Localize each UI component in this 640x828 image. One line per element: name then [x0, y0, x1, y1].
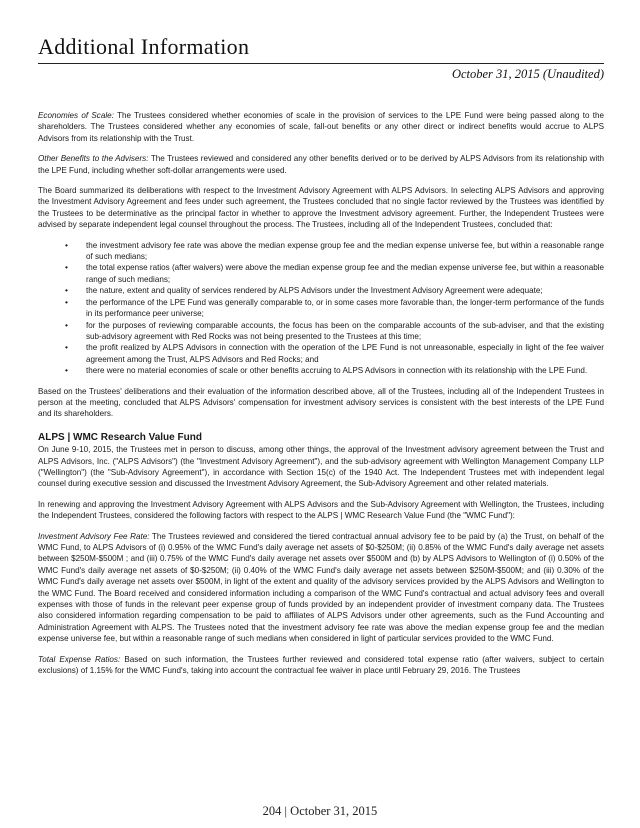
list-item: • the nature, extent and quality of services rendered by ALPS Advisors under the Investment Advisory Agreement were adequate; — [86, 285, 604, 296]
paragraph-lead: Other Benefits to the Advisers: — [38, 154, 149, 164]
paragraph-text: The Trustees considered whether economies of scale in the provision of services to the LPE Fund were being passed along to the shareholders. The Trustees considered whether any economies of scale, fall-out benefits or any other direct or indirect benefits would accrue to ALPS Advisors from its relationship with the Trust. — [38, 111, 605, 143]
paragraph-fee-rate — [38, 531, 604, 645]
page-title: Additional Information — [38, 34, 250, 59]
document-body — [38, 110, 604, 685]
paragraph-lead: Economies of Scale: — [38, 111, 114, 120]
paragraph-lead: Total Expense Ratios: — [38, 654, 121, 664]
section-heading: ALPS | WMC Research Value Fund — [38, 431, 202, 443]
list-item: • there were no material economies of scale or other benefits accruing to ALPS Advisors in connection with its relationship with the LPE Fund. — [86, 365, 604, 376]
conclusions-list — [38, 240, 604, 377]
paragraph-total-expense — [38, 654, 604, 677]
paragraph-board-summary: The Board summarized its deliberations with respect to the Investment Advisory Agreement with ALPS Advisors. In selecting ALPS Advisors and approving the Investment Advisory Agreement and fees under such agreement, the Trustees concluded that no single factor reviewed by the Trustees was identified by the Trustees to be determinative as the principal factor in whether to approve the Investment advisory agreement. Further, the Independent Trustees were advised by separate independent legal counsel throughout the process. The Trustees, including all of the Independent Trustees, concluded that: — [38, 186, 604, 230]
list-item: • the investment advisory fee rate was above the median expense group fee and the median expense universe fee, but within a reasonable range of such medians; — [86, 240, 604, 263]
title-divider — [38, 63, 604, 64]
list-item: • for the purposes of reviewing comparable accounts, the focus has been on the comparable accounts of the sub-adviser, and that the existing sub-advisory agreement with Red Rocks was not being presented to the Trustees at this time; — [86, 320, 604, 343]
paragraph-wmc-renewing: In renewing and approving the Investment Advisory Agreement with ALPS Advisors and the Sub-Advisory Agreement with Wellington, the Trustees, including the Independent Trustees, considered the following factors with respect to the ALPS | WMC Research Value Fund (the "WMC Fund"): — [38, 499, 604, 521]
list-item: • the total expense ratios (after waivers) were above the median expense group fee and the median expense universe fee, but within a reasonable range of such medians; — [86, 262, 604, 285]
page-footer: 204 | October 31, 2015 — [262, 804, 378, 818]
paragraph-text: The Trustees reviewed and considered any other benefits derived or to be derived by ALPS Advisors from its relationship with the LPE Fund, including whether soft-dollar arrangements were used. — [38, 154, 605, 175]
paragraph-text: The Trustees reviewed and considered the tiered contractual annual advisory fee to be paid by (a) the Trust, on behalf of the WMC Fund, to ALPS Advisors of (i) 0.95% of the WMC Fund's daily average net assets of $0-$250M; (ii) 0.85% of the WMC Fund's daily average net assets between $250M-$500M ; and (iii) 0.75% of the WMC Fund's daily average net assets over $500M and (b) by ALPS Advisors to Wellington of (i) 0.50% of the WMC Fund's daily average net assets of $0-$250M; (ii) 0.40% of the WMC Fund's daily average net assets between $250M-$500M; and (iii) 0.30% of the WMC Fund's daily average net assets over $500M, in light of the extent and quality of the advisory services provided by the ALPS Advisors and Wellington to the WMC Fund. The Board received and considered information including a comparison of the WMC Fund's contractual and actual advisory fees and overall expenses with those of funds in the relevant peer expense group of funds provided by an independent provider of investment company data. The Trustees also considered information regarding compensation to be paid to affiliates of ALPS Advisors under other agreements, such as the Fund Accounting and Administration Agreement with ALPS. The Trustees noted that the investment advisory fee rate was above the median expense group fee and the median expense universe fee, but within a reasonable range of such medians when considered in light of particular services provided to the WMC Fund. — [38, 531, 604, 644]
paragraph-wmc-intro: On June 9-10, 2015, the Trustees met in person to discuss, among other things, the approval of the Investment advisory agreement between the Trust and ALPS Advisors, Inc. ("ALPS Advisors") (the "Investment Advisory Agreement"), and the sub-advisory agreement with Wellington Management Company LLP ("Wellington") (the "Sub-Advisory Agreement"), in accordance with Section 15(c) of the 1940 Act. The Independent Trustees met with independent legal counsel during executive session and discussed the Investment Advisory Agreement, the Sub-Advisory Agreement and other related materials. — [38, 445, 604, 489]
list-item: • the performance of the LPE Fund was generally comparable to, or in some cases more favorable than, the longer-term performance of the funds in its performance peer universe; — [86, 297, 604, 320]
list-item: • the profit realized by ALPS Advisors in connection with the operation of the LPE Fund is not unreasonable, especially in light of the fee waiver agreement among the Trust, ALPS Advisors and Red Rocks; and — [86, 342, 604, 365]
paragraph-economies-of-scale — [38, 110, 604, 144]
paragraph-text: Based on such information, the Trustees further reviewed and considered total expense ratio (after waivers, subject to certain exclusions) of 1.15% for the WMC Fund's, taking into account the contractual fee waiver in place until February 29, 2016. The Trustees — [38, 654, 604, 676]
paragraph-conclusion: Based on the Trustees' deliberations and their evaluation of the information described above, all of the Trustees, including all of the Independent Trustees in person at the meeting, concluded that ALPS Advisors' compensation for investment advisory services is consistent with the best interests of the LPE Fund and its shareholders. — [38, 386, 604, 419]
report-date: October 31, 2015 (Unaudited) — [451, 67, 604, 81]
paragraph-other-benefits — [38, 153, 604, 176]
paragraph-lead: Investment Advisory Fee Rate: — [38, 531, 150, 541]
